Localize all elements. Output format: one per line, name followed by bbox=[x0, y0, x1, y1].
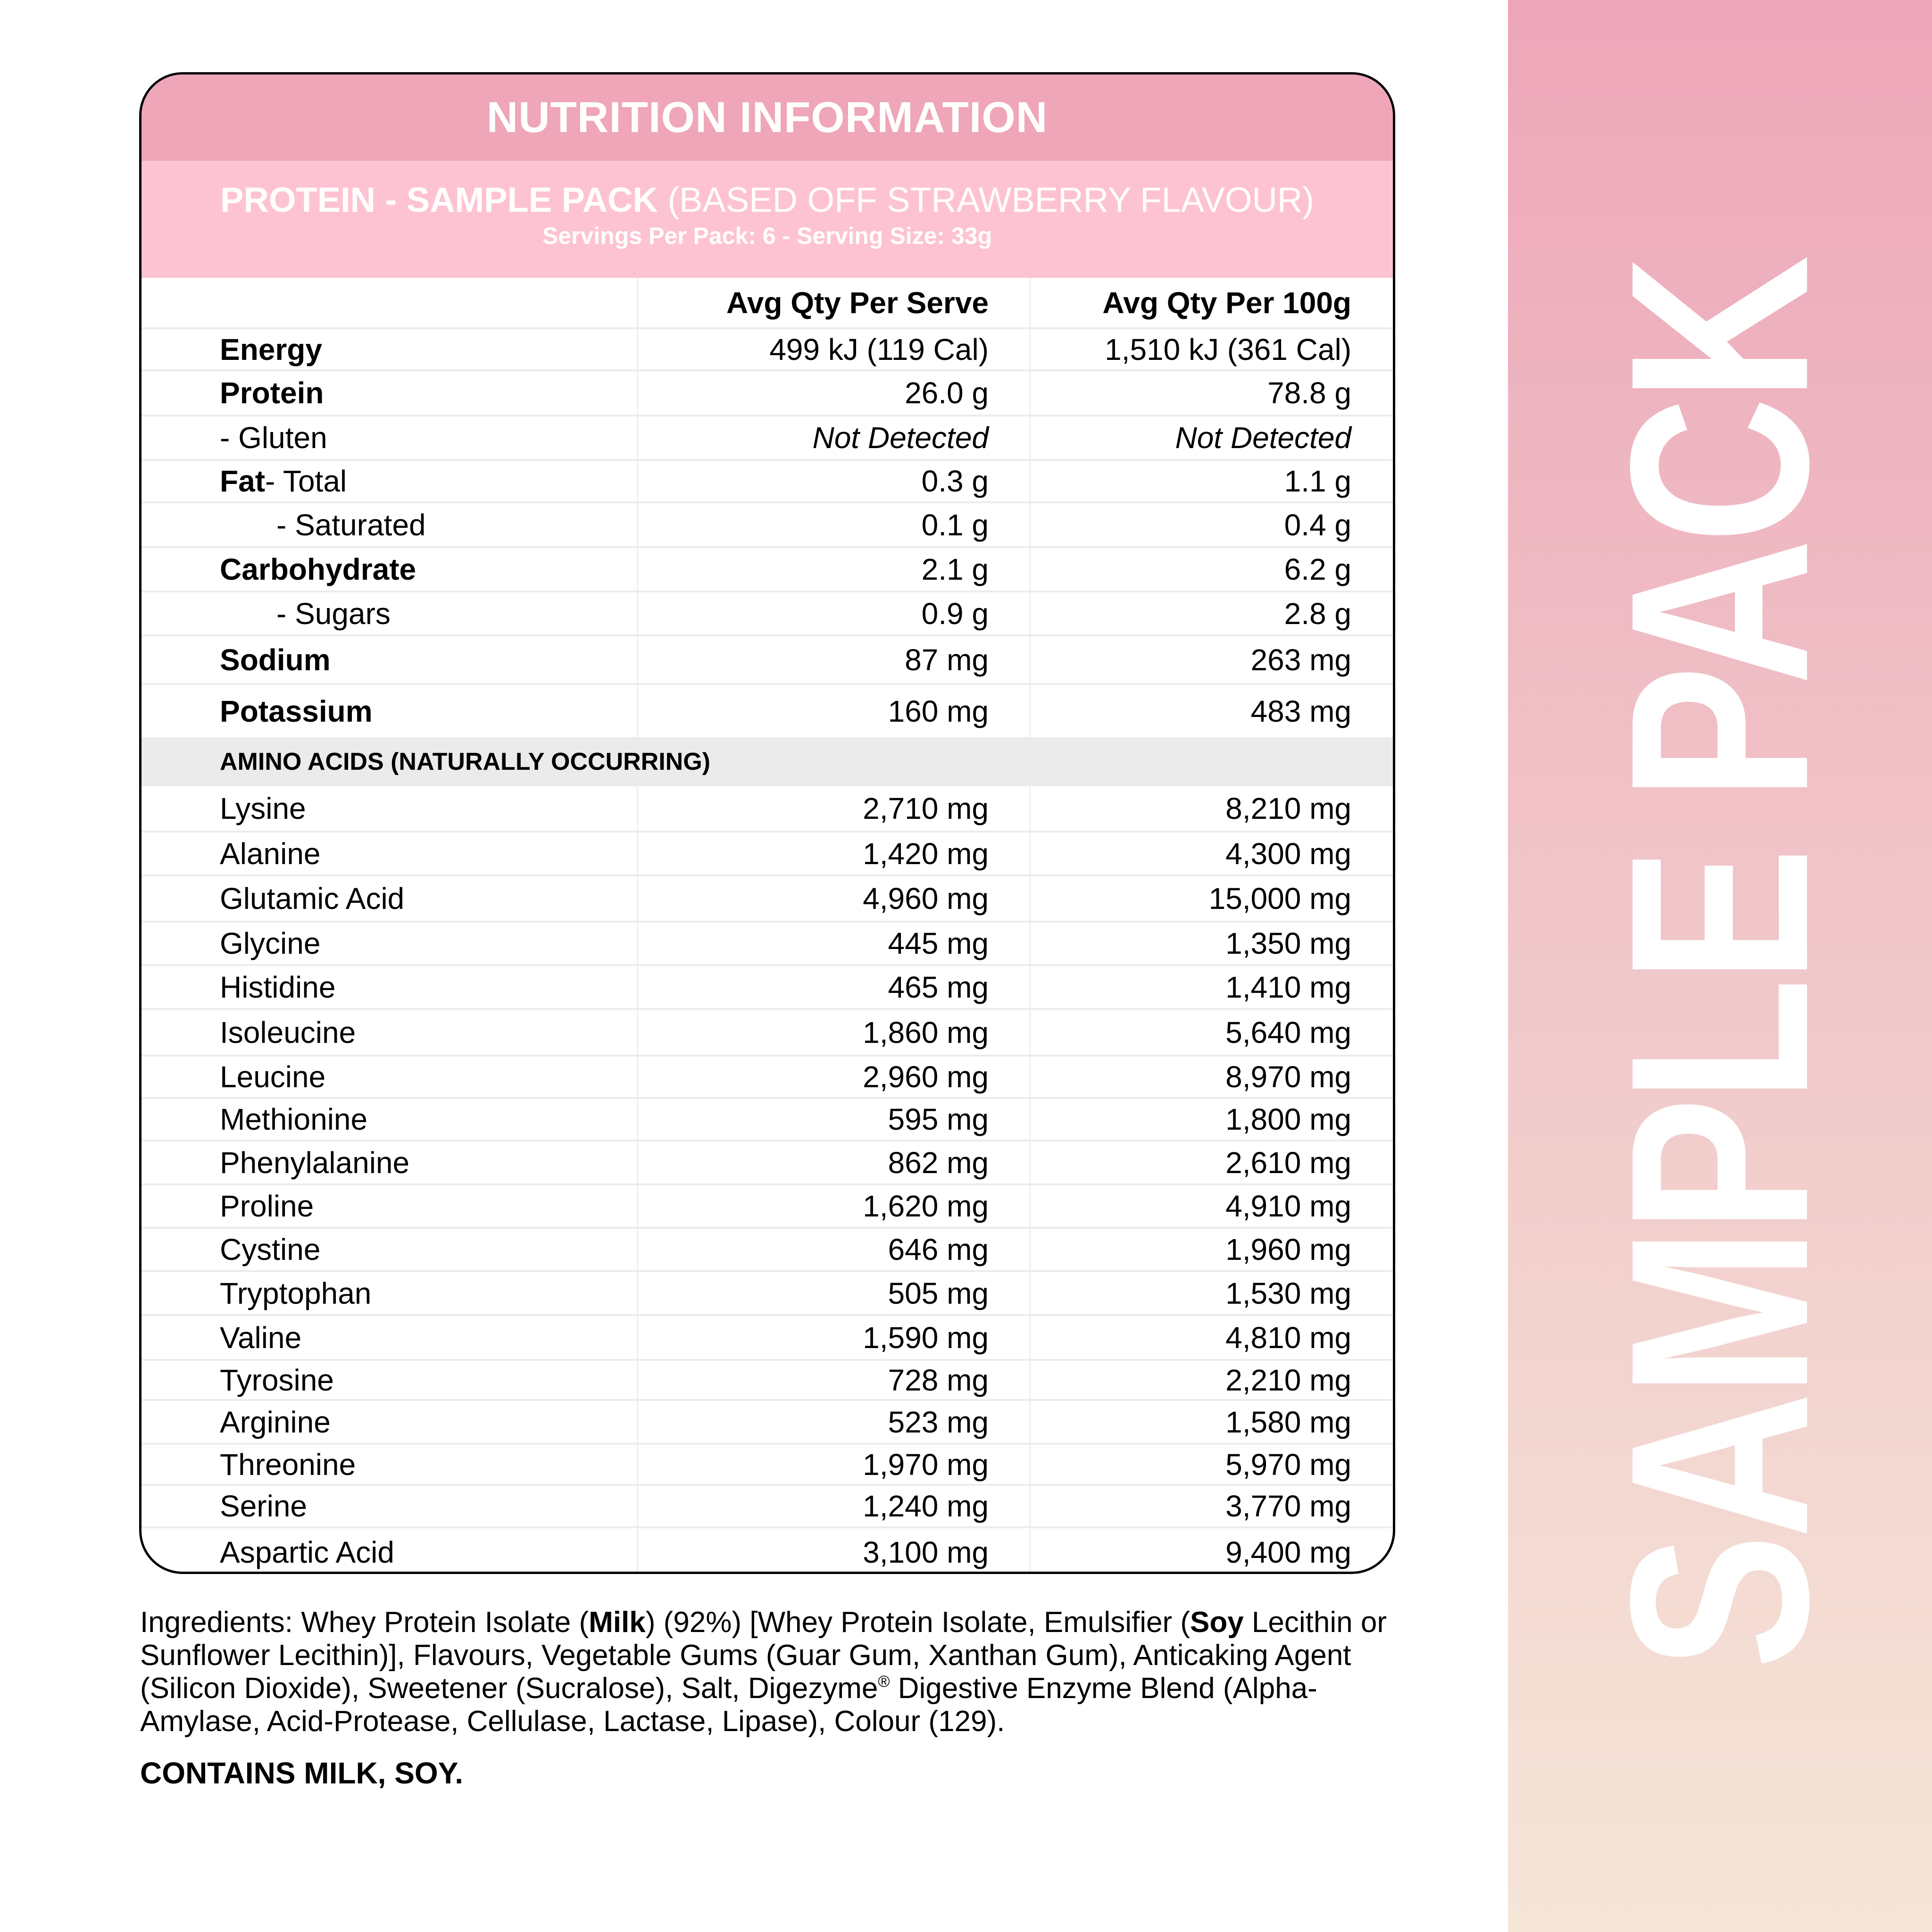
nutrient-label: Sodium bbox=[220, 642, 331, 677]
product-name: PROTEIN - SAMPLE PACK bbox=[220, 180, 658, 219]
per-serve-value: 2,960 mg bbox=[637, 1057, 1029, 1097]
nutrient-label: Potassium bbox=[220, 694, 373, 728]
per-100g-value: 6.2 g bbox=[1029, 548, 1395, 591]
per-serve-value: 26.0 g bbox=[637, 371, 1029, 415]
per-serve-value: 2,710 mg bbox=[637, 786, 1029, 831]
per-serve-value: 505 mg bbox=[637, 1272, 1029, 1314]
per-serve-value: 445 mg bbox=[637, 923, 1029, 964]
table-row-alanine bbox=[142, 833, 1393, 876]
table-row-saturated bbox=[142, 503, 1393, 548]
amino-label: Arginine bbox=[220, 1405, 331, 1439]
amino-acids-section-header: AMINO ACIDS (NATURALLY OCCURRING) bbox=[142, 737, 1393, 786]
per-serve-value: 499 kJ (119 Cal) bbox=[637, 329, 1029, 369]
per-100g-value: 9,400 mg bbox=[1029, 1528, 1395, 1574]
per-serve-value: 728 mg bbox=[637, 1361, 1029, 1399]
amino-label: Cystine bbox=[220, 1232, 321, 1266]
table-row-proline bbox=[142, 1185, 1393, 1229]
table-row-glutamic-acid bbox=[142, 876, 1393, 923]
per-100g-value: 1,510 kJ (361 Cal) bbox=[1029, 329, 1395, 369]
per-serve-value: 465 mg bbox=[637, 966, 1029, 1008]
amino-label: Tyrosine bbox=[220, 1363, 334, 1397]
per-100g-value: 263 mg bbox=[1029, 636, 1395, 683]
per-100g-value: 1,960 mg bbox=[1029, 1229, 1395, 1270]
table-row-tryptophan bbox=[142, 1272, 1393, 1316]
amino-label: Serine bbox=[220, 1489, 307, 1523]
table-row-serine bbox=[142, 1486, 1393, 1528]
ingredients-part: ) (92%) [Whey Protein Isolate, Emulsifier ( bbox=[645, 1606, 1190, 1639]
per-100g-value: 8,210 mg bbox=[1029, 786, 1395, 831]
nutrient-label: - Gluten bbox=[220, 421, 327, 455]
allergen-soy: Soy bbox=[1190, 1606, 1244, 1639]
amino-label: Valine bbox=[220, 1320, 302, 1355]
per-serve-value: 1,240 mg bbox=[637, 1486, 1029, 1526]
column-header-nutrient bbox=[220, 278, 635, 327]
per-100g-value: 4,300 mg bbox=[1029, 833, 1395, 874]
allergen-statement: CONTAINS MILK, SOY. bbox=[140, 1756, 464, 1790]
table-header-row bbox=[142, 278, 1393, 329]
nutrient-label-suffix: - Total bbox=[265, 464, 347, 498]
table-row-isoleucine bbox=[142, 1010, 1393, 1057]
per-100g-value: 8,970 mg bbox=[1029, 1057, 1395, 1097]
per-100g-value: 2,610 mg bbox=[1029, 1141, 1395, 1183]
ingredients-text bbox=[140, 1606, 1414, 1738]
table-row-methionine bbox=[142, 1099, 1393, 1141]
nutrient-label: Protein bbox=[220, 376, 324, 410]
amino-label: Isoleucine bbox=[220, 1015, 356, 1049]
per-serve-value: Not Detected bbox=[637, 416, 1029, 459]
amino-label: Proline bbox=[220, 1189, 314, 1223]
per-100g-value: Not Detected bbox=[1029, 416, 1395, 459]
column-header-per-100g: Avg Qty Per 100g bbox=[1029, 278, 1395, 327]
table-row-tyrosine bbox=[142, 1361, 1393, 1401]
ingredients-part: Lecithin or Sunflower Lecithin)], Flavours, Vegetable Gums (Guar Gum, Xanthan Gum), Anticaking Agent (Silicon Dioxide), Sweetener (Sucralose), Salt, Digezyme bbox=[140, 1606, 1387, 1705]
table-row-energy bbox=[142, 329, 1393, 371]
per-100g-value: 1,410 mg bbox=[1029, 966, 1395, 1008]
amino-label: Methionine bbox=[220, 1102, 368, 1136]
side-banner-text: SAMPLE PACK bbox=[1578, 260, 1861, 1669]
nutrient-label: - Sugars bbox=[276, 596, 391, 631]
product-subheader bbox=[142, 161, 1393, 278]
per-100g-value: 3,770 mg bbox=[1029, 1486, 1395, 1526]
registered-mark: ® bbox=[878, 1673, 890, 1690]
flavour-note: (BASED OFF STRAWBERRY FLAVOUR) bbox=[658, 180, 1314, 219]
table-row-arginine bbox=[142, 1401, 1393, 1445]
table-row-cystine bbox=[142, 1229, 1393, 1272]
amino-label: Tryptophan bbox=[220, 1276, 372, 1310]
per-serve-value: 0.9 g bbox=[637, 592, 1029, 634]
table-row-protein bbox=[142, 371, 1393, 416]
servings-line: Servings Per Pack: 6 - Serving Size: 33g bbox=[542, 223, 992, 249]
amino-label: Alanine bbox=[220, 836, 321, 871]
table-row-glycine bbox=[142, 923, 1393, 966]
per-100g-value: 5,640 mg bbox=[1029, 1010, 1395, 1055]
panel-title: NUTRITION INFORMATION bbox=[142, 75, 1393, 161]
column-header-per-serve: Avg Qty Per Serve bbox=[637, 278, 1029, 327]
product-name-line bbox=[142, 180, 1393, 220]
nutrient-label: Carbohydrate bbox=[220, 552, 416, 586]
nutrition-panel bbox=[139, 72, 1395, 1574]
table-row-valine bbox=[142, 1316, 1393, 1361]
per-serve-value: 3,100 mg bbox=[637, 1528, 1029, 1574]
table-row-aspartic-acid bbox=[142, 1528, 1393, 1574]
side-banner bbox=[1508, 0, 1932, 1932]
table-row-fat-total bbox=[142, 461, 1393, 503]
table-row-carbohydrate bbox=[142, 548, 1393, 592]
per-100g-value: 483 mg bbox=[1029, 685, 1395, 737]
per-serve-value: 0.1 g bbox=[637, 503, 1029, 546]
table-row-histidine bbox=[142, 966, 1393, 1010]
per-100g-value: 4,910 mg bbox=[1029, 1185, 1395, 1227]
nutrient-label bbox=[220, 461, 635, 501]
ingredients-part: Ingredients: Whey Protein Isolate ( bbox=[140, 1606, 589, 1639]
per-100g-value: 2,210 mg bbox=[1029, 1361, 1395, 1399]
per-serve-value: 862 mg bbox=[637, 1141, 1029, 1183]
amino-label: Threonine bbox=[220, 1447, 356, 1482]
per-serve-value: 595 mg bbox=[637, 1099, 1029, 1140]
ingredients-part: Digestive Enzyme Blend (Alpha-Amylase, Acid-Protease, Cellulase, Lactase, Lipase), Colour (129). bbox=[140, 1672, 1317, 1738]
amino-label: Phenylalanine bbox=[220, 1145, 410, 1180]
per-serve-value: 87 mg bbox=[637, 636, 1029, 683]
per-100g-value: 1,580 mg bbox=[1029, 1401, 1395, 1443]
per-100g-value: 15,000 mg bbox=[1029, 876, 1395, 921]
per-100g-value: 78.8 g bbox=[1029, 371, 1395, 415]
per-serve-value: 1,970 mg bbox=[637, 1445, 1029, 1484]
nutrient-label: Energy bbox=[220, 332, 322, 366]
nutrient-label-bold: Fat bbox=[220, 464, 265, 498]
amino-label: Glycine bbox=[220, 926, 321, 960]
table-row-potassium bbox=[142, 685, 1393, 737]
per-100g-value: 1,350 mg bbox=[1029, 923, 1395, 964]
per-100g-value: 5,970 mg bbox=[1029, 1445, 1395, 1484]
per-serve-value: 4,960 mg bbox=[637, 876, 1029, 921]
per-100g-value: 1.1 g bbox=[1029, 461, 1395, 501]
table-row-lysine bbox=[142, 786, 1393, 833]
table-row-threonine bbox=[142, 1445, 1393, 1486]
per-serve-value: 1,620 mg bbox=[637, 1185, 1029, 1227]
per-100g-value: 1,530 mg bbox=[1029, 1272, 1395, 1314]
per-serve-value: 1,590 mg bbox=[637, 1316, 1029, 1359]
allergen-milk: Milk bbox=[589, 1606, 646, 1639]
per-100g-value: 0.4 g bbox=[1029, 503, 1395, 546]
amino-label: Lysine bbox=[220, 791, 306, 825]
per-100g-value: 1,800 mg bbox=[1029, 1099, 1395, 1140]
table-row-phenylalanine bbox=[142, 1141, 1393, 1185]
table-row-leucine bbox=[142, 1057, 1393, 1099]
per-serve-value: 2.1 g bbox=[637, 548, 1029, 591]
table-row-gluten bbox=[142, 416, 1393, 461]
amino-label: Histidine bbox=[220, 970, 336, 1004]
amino-label: Glutamic Acid bbox=[220, 882, 405, 916]
per-100g-value: 4,810 mg bbox=[1029, 1316, 1395, 1359]
amino-label: Leucine bbox=[220, 1060, 326, 1094]
per-serve-value: 0.3 g bbox=[637, 461, 1029, 501]
per-serve-value: 1,420 mg bbox=[637, 833, 1029, 874]
amino-label: Aspartic Acid bbox=[220, 1535, 394, 1569]
per-serve-value: 1,860 mg bbox=[637, 1010, 1029, 1055]
per-serve-value: 523 mg bbox=[637, 1401, 1029, 1443]
per-100g-value: 2.8 g bbox=[1029, 592, 1395, 634]
per-serve-value: 160 mg bbox=[637, 685, 1029, 737]
per-serve-value: 646 mg bbox=[637, 1229, 1029, 1270]
nutrient-label: - Saturated bbox=[276, 508, 426, 542]
table-row-sodium bbox=[142, 636, 1393, 685]
table-row-sugars bbox=[142, 592, 1393, 636]
